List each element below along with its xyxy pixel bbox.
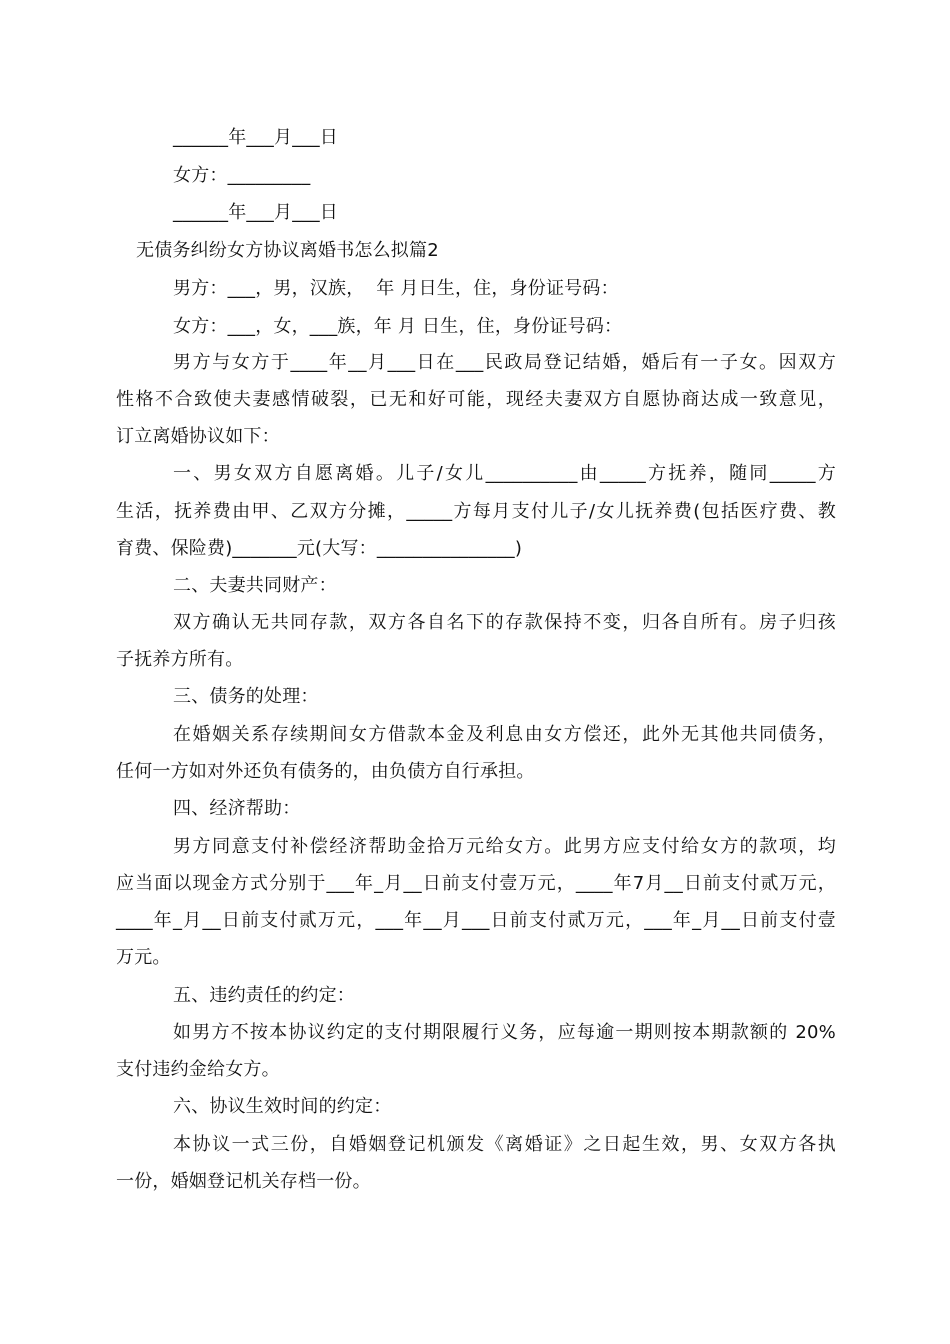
paragraph-line: 万元。 [116,947,171,968]
paragraph-line: 男方与女方于____年__月___日在___民政局登记结婚，婚后有一子女。因双方 [173,352,836,373]
clause-line: 一、男女双方自愿离婚。儿子/女儿__________由_____方抚养，随同_____方 [173,463,836,484]
paragraph-line: 订立离婚协议如下： [116,426,280,447]
paragraph-line: 支付违约金给女方。 [116,1059,280,1080]
paragraph-line: 双方确认无共同存款，双方各自名下的存款保持不变，归各自所有。房子归孩 [173,612,836,633]
female-party-line: 女方：___，女，___族，年 月 日生，住，身份证号码： [173,316,623,337]
paragraph-line: 在婚姻关系存续期间女方借款本金及利息由女方偿还，此外无其他共同债务， [173,724,836,745]
section-heading: 五、违约责任的约定： [173,985,355,1006]
paragraph-line: 应当面以现金方式分别于___年_月__日前支付壹万元，____年7月__日前支付贰万元， [116,873,836,894]
paragraph-line: 任何一方如对外还负有债务的，由负债方自行承担。 [116,761,535,782]
paragraph-line: 如男方不按本协议约定的支付期限履行义务，应每逾一期则按本期款额的 20% [173,1022,836,1043]
male-party-line: 男方：___，男，汉族， 年 月日生，住，身份证号码： [173,278,619,299]
date-line: ______年___月___日 [173,127,338,148]
paragraph-line: 本协议一式三份，自婚姻登记机颁发《离婚证》之日起生效，男、女双方各执 [173,1134,836,1155]
paragraph-line: 男方同意支付补偿经济帮助金拾万元给女方。此男方应支付给女方的款项，均 [173,836,836,857]
paragraph-line: 一份，婚姻登记机关存档一份。 [116,1171,371,1192]
clause-line: 生活，抚养费由甲、乙双方分摊，_____方每月支付儿子/女儿抚养费(包括医疗费、教 [116,501,836,522]
clause-line: 育费、保险费)_______元(大写：_______________) [116,538,523,559]
date-line: ______年___月___日 [173,202,338,223]
paragraph-line: 子抚养方所有。 [116,649,244,670]
section-title: 无债务纠纷女方协议离婚书怎么拟篇2 [136,240,439,261]
signature-line-female: 女方：_________ [173,165,311,186]
section-heading: 六、协议生效时间的约定： [173,1096,392,1117]
section-heading: 四、经济帮助： [173,798,301,819]
paragraph-line: 性格不合致使夫妻感情破裂，已无和好可能，现经夫妻双方自愿协商达成一致意见， [116,389,836,410]
section-heading: 三、债务的处理： [173,686,319,707]
section-heading: 二、夫妻共同财产： [173,575,337,596]
paragraph-line: ____年_月__日前支付贰万元，___年__月___日前支付贰万元，___年_月__日前支付壹 [116,910,836,931]
